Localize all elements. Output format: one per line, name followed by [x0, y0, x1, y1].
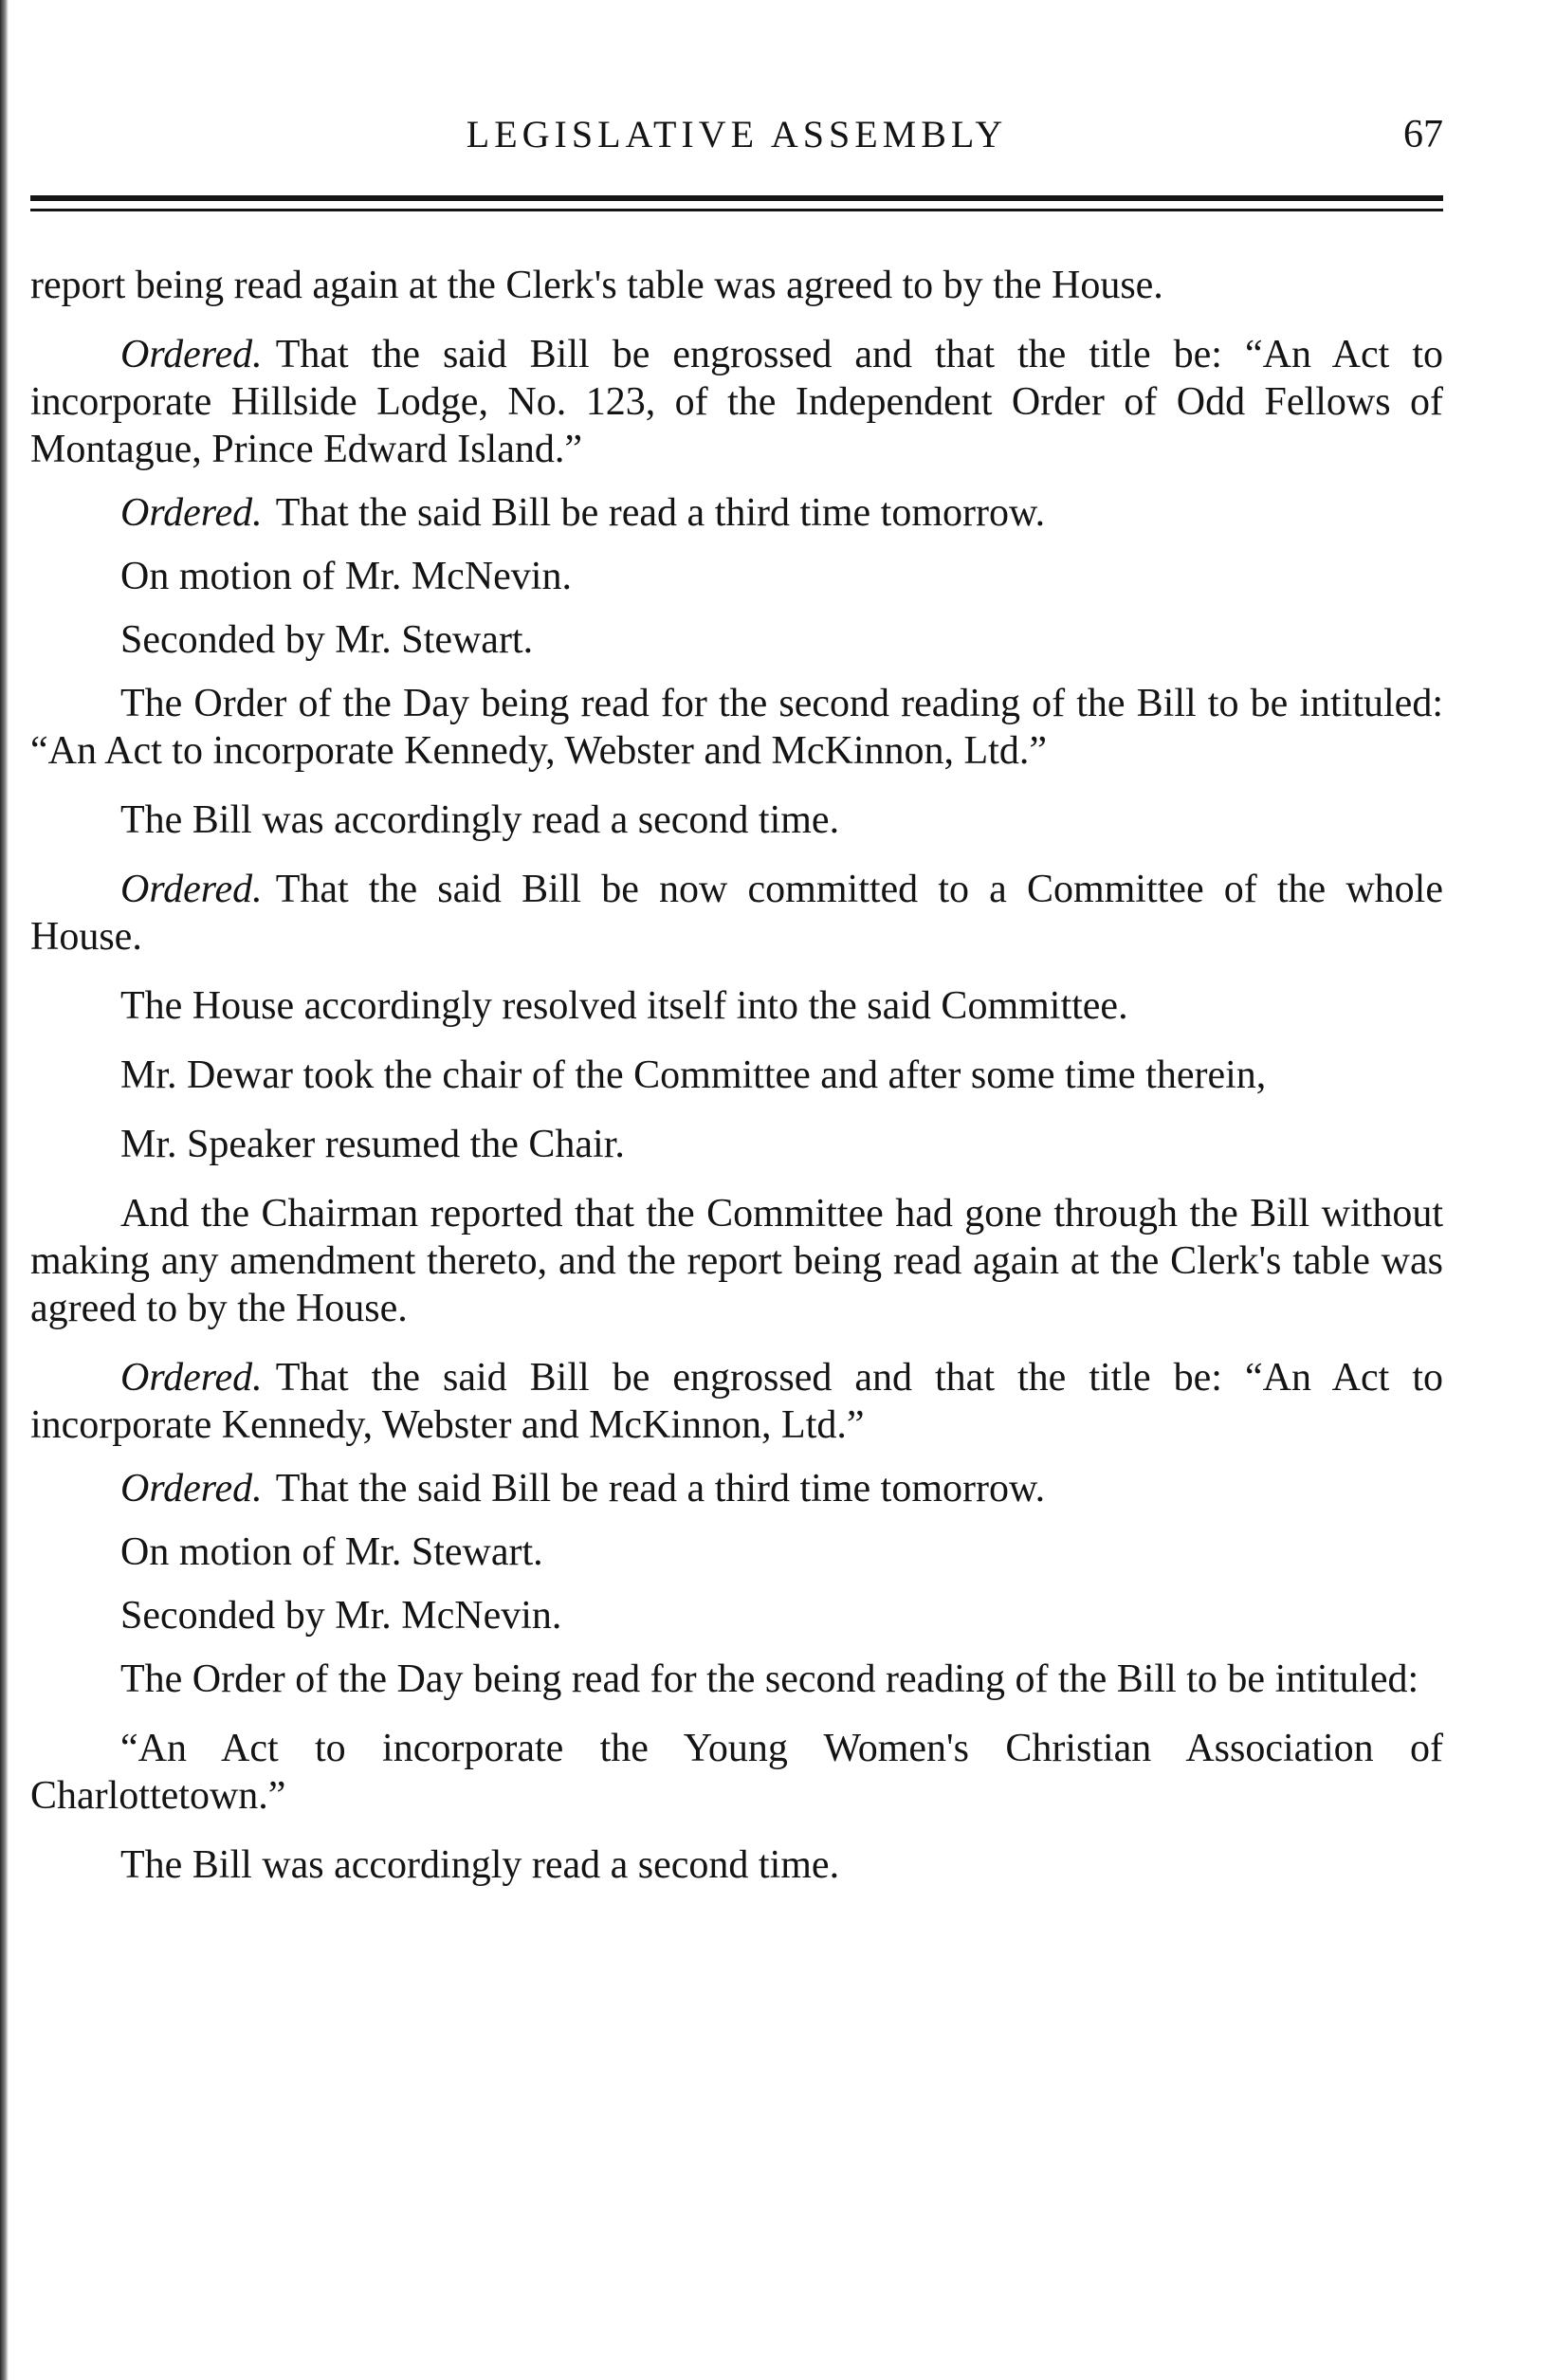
paragraph [30, 489, 1443, 537]
paragraph-text: That the said Bill be read a third time tomorrow. [275, 491, 1046, 535]
paragraph-text: On motion of Mr. Stewart. [120, 1530, 543, 1574]
running-title: LEGISLATIVE ASSEMBLY [466, 113, 1008, 156]
paragraph [30, 1190, 1443, 1332]
seconded-line [30, 1592, 1443, 1639]
paragraph [30, 1656, 1443, 1703]
paragraph [30, 262, 1443, 309]
paragraph-text: That the said Bill be engrossed and that the title be: “An Act to incorporate Kennedy, Webster and McKinnon, Ltd.” [30, 1356, 1443, 1447]
motion-line [30, 553, 1443, 600]
paragraph-text: Mr. Speaker resumed the Chair. [120, 1123, 625, 1166]
paragraph-text: The Bill was accordingly read a second time. [120, 1843, 840, 1887]
paragraph [30, 1465, 1443, 1512]
ordered-lead: Ordered. [120, 1467, 263, 1510]
ordered-lead: Ordered. [120, 491, 263, 535]
journal-body [30, 262, 1443, 1911]
paragraph-text: The House accordingly resolved itself into the said Committee. [120, 984, 1128, 1028]
ordered-lead: Ordered. [120, 868, 263, 911]
bill-title [30, 1725, 1443, 1820]
paragraph-text: That the said Bill be engrossed and that the title be: “An Act to incorporate Hillside Lodge, No. 123, of the Independent Order of Odd Fellows of Montague, Prince Edward Island.” [30, 333, 1443, 471]
paragraph-text: report being read again at the Clerk's table was agreed to by the House. [30, 264, 1163, 307]
page-header [30, 104, 1443, 161]
paragraph-text: Seconded by Mr. Stewart. [120, 618, 534, 662]
paragraph [30, 982, 1443, 1030]
paragraph [30, 331, 1443, 473]
paragraph-text: That the said Bill be read a third time tomorrow. [275, 1467, 1046, 1510]
paragraph [30, 1052, 1443, 1099]
paragraph-text: The Order of the Day being read for the second reading of the Bill to be intituled: [120, 1657, 1419, 1701]
paragraph [30, 866, 1443, 961]
paragraph [30, 680, 1443, 775]
paragraph [30, 1121, 1443, 1168]
scan-edge-shadow [0, 0, 9, 2380]
paragraph-text: And the Chairman reported that the Committee had gone through the Bill without making any amendment thereto, and the report being read again at the Clerk's table was agreed to by the House. [30, 1192, 1443, 1330]
paragraph [30, 796, 1443, 844]
paragraph [30, 1841, 1443, 1889]
paragraph-text: On motion of Mr. McNevin. [120, 555, 572, 598]
header-rule-thick [30, 195, 1443, 201]
paragraph-text: The Order of the Day being read for the second reading of the Bill to be intituled: “An Act to incorporate Kennedy, Webster and McKinnon, Ltd.” [30, 682, 1443, 773]
paragraph [30, 1354, 1443, 1449]
paragraph-text: Mr. Dewar took the chair of the Committee and after some time therein, [120, 1053, 1267, 1097]
ordered-lead: Ordered. [120, 1356, 263, 1400]
page-number: 67 [1403, 113, 1443, 156]
paragraph-text: “An Act to incorporate the Young Women's Christian Association of Charlottetown.” [30, 1727, 1443, 1818]
paragraph-text: The Bill was accordingly read a second time. [120, 798, 840, 842]
header-rule-thin [30, 209, 1443, 211]
paragraph-text: That the said Bill be now committed to a Committee of the whole House. [30, 868, 1443, 959]
motion-line [30, 1529, 1443, 1576]
ordered-lead: Ordered. [120, 333, 263, 376]
paragraph-text: Seconded by Mr. McNevin. [120, 1594, 562, 1638]
seconded-line [30, 616, 1443, 664]
